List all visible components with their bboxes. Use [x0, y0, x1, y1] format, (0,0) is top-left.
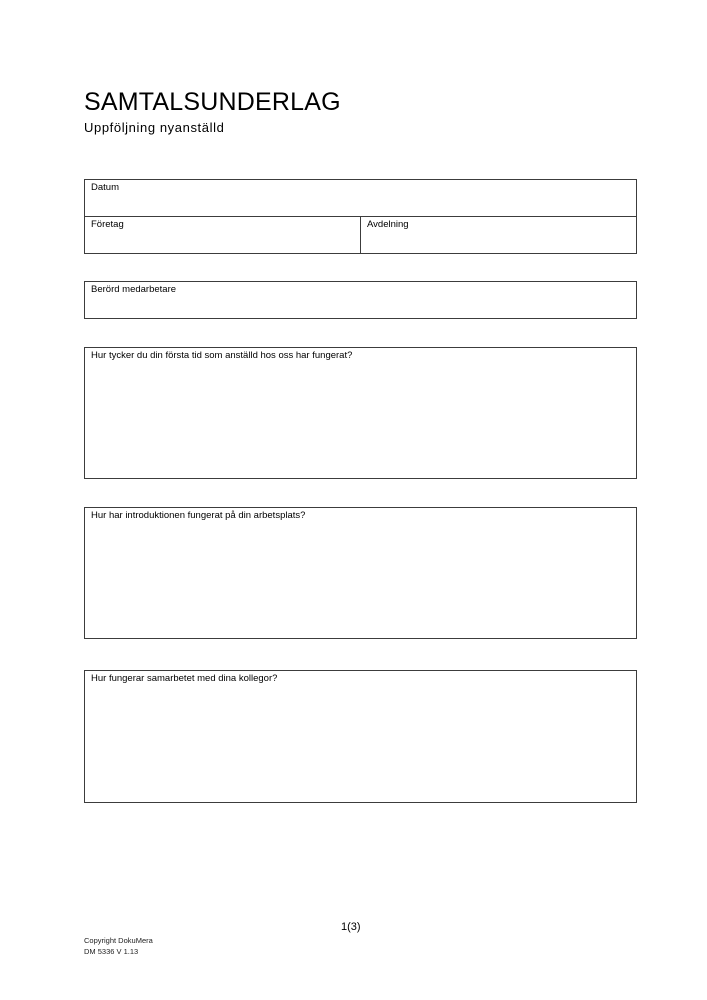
date-row — [85, 180, 636, 217]
department-value[interactable] — [367, 231, 630, 245]
department-label: Avdelning — [367, 219, 409, 230]
company-value[interactable] — [91, 231, 354, 245]
question-label: Hur tycker du din första tid som anställd hos oss har fungerat? — [91, 350, 353, 361]
document-subtitle: Uppföljning nyanställd — [84, 120, 225, 135]
question-label: Hur fungerar samarbetet med dina kollegor? — [91, 673, 278, 684]
question-field[interactable] — [85, 508, 636, 638]
date-value[interactable] — [91, 194, 630, 208]
question-label: Hur har introduktionen fungerat på din arbetsplats? — [91, 510, 306, 521]
question-box-introduction[interactable] — [84, 507, 637, 639]
question-box-collaboration[interactable] — [84, 670, 637, 803]
question-field[interactable] — [85, 348, 636, 478]
employee-value[interactable] — [91, 296, 630, 310]
company-label: Företag — [91, 219, 124, 230]
date-field[interactable] — [85, 180, 636, 216]
question-box-first-period[interactable] — [84, 347, 637, 479]
employee-section[interactable] — [84, 281, 637, 319]
document-title: SAMTALSUNDERLAG — [84, 88, 341, 116]
question-answer[interactable] — [91, 362, 630, 376]
document-code: DM 5336 V 1.13 — [84, 947, 139, 956]
company-field[interactable] — [85, 217, 361, 253]
company-department-row — [85, 217, 636, 253]
copyright-text: Copyright DokuMera — [84, 936, 153, 945]
date-label: Datum — [91, 182, 119, 193]
question-answer[interactable] — [91, 685, 630, 699]
page-number: 1(3) — [341, 921, 361, 933]
question-field[interactable] — [85, 671, 636, 802]
date-company-section — [84, 179, 637, 254]
department-field[interactable] — [361, 217, 636, 253]
employee-field[interactable] — [85, 282, 636, 318]
employee-label: Berörd medarbetare — [91, 284, 177, 295]
question-answer[interactable] — [91, 522, 630, 536]
